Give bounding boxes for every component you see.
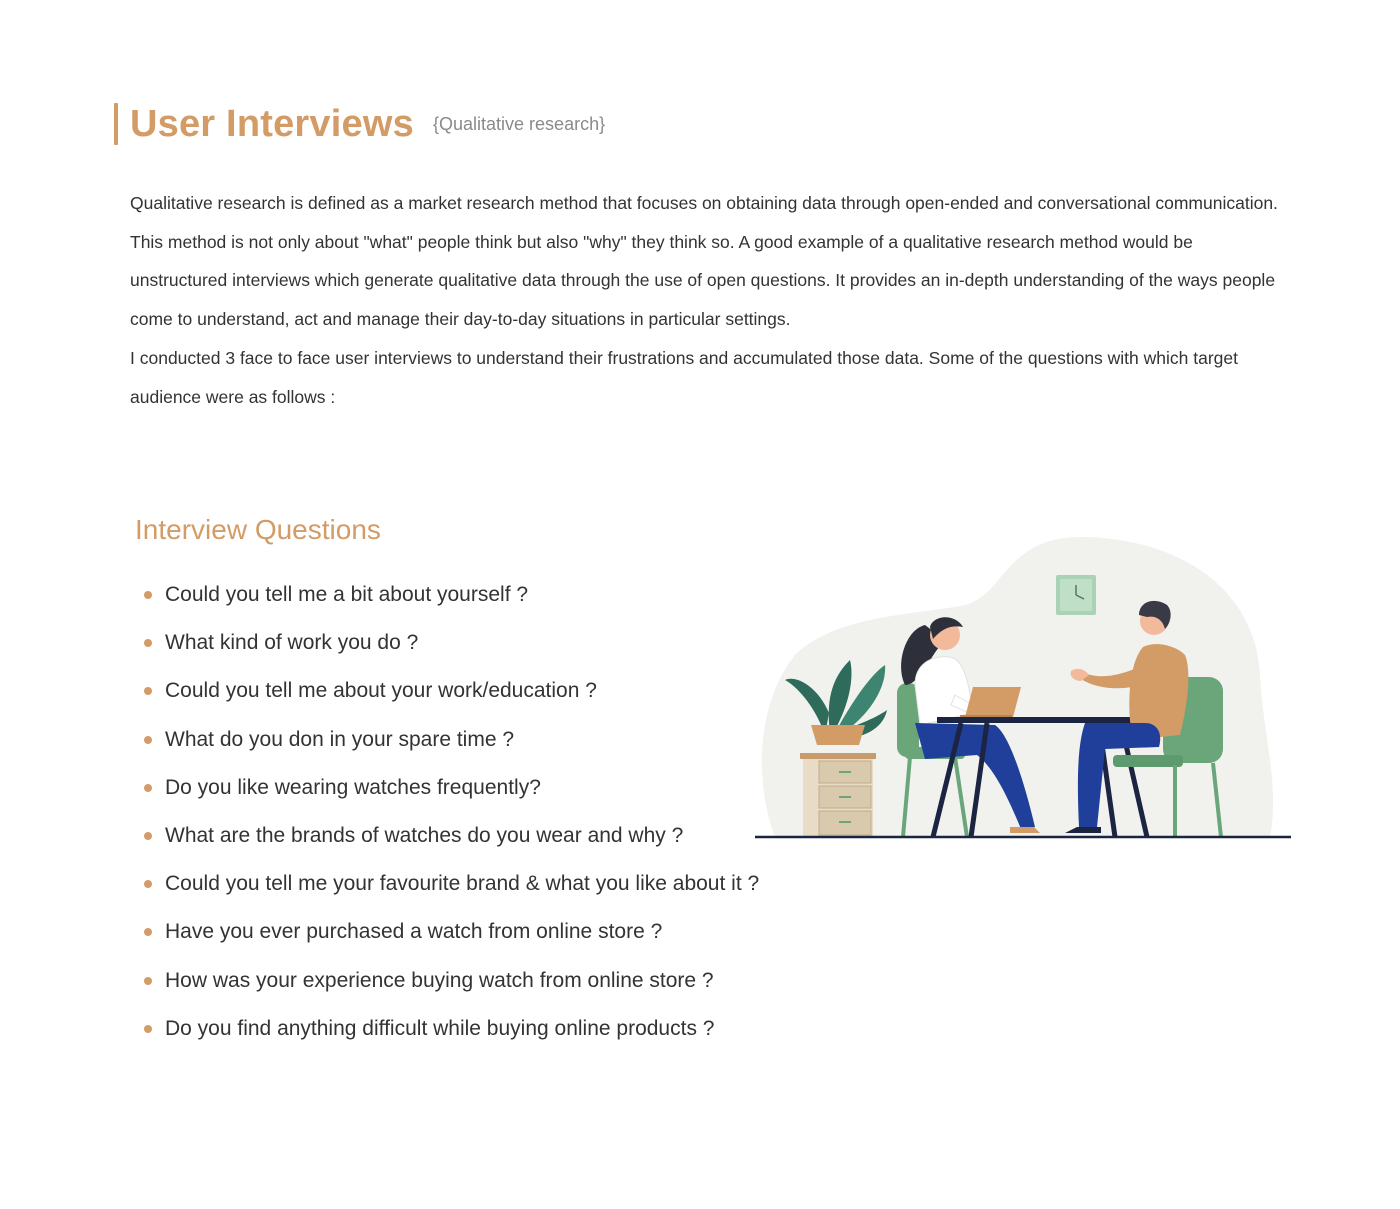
question-text: Could you tell me your favourite brand & what you like about it ?: [165, 872, 760, 896]
question-text: Do you find anything difficult while buying online products ?: [165, 1016, 715, 1040]
question-item: [144, 1011, 759, 1059]
question-text: How was your experience buying watch from online store ?: [165, 968, 714, 992]
question-item: [144, 818, 759, 866]
interview-illustration-icon: [755, 535, 1291, 841]
question-text: What are the brands of watches do you wear and why ?: [165, 823, 684, 847]
question-text: Could you tell me about your work/education ?: [165, 679, 597, 703]
question-text: Do you like wearing watches frequently?: [165, 775, 541, 799]
bullet-icon: [144, 639, 152, 647]
question-text: Have you ever purchased a watch from online store ?: [165, 920, 663, 944]
question-text: Could you tell me a bit about yourself ?: [165, 583, 529, 606]
page-title: User Interviews: [130, 103, 414, 145]
bullet-icon: [144, 880, 152, 888]
bullet-icon: [144, 591, 152, 599]
bullet-icon: [144, 832, 152, 840]
header-accent-bar: [114, 103, 118, 145]
intro-paragraph-2: I conducted 3 face to face user interviews to understand their frustrations and accumulated those data. Some of the questions with which target audience were as follows :: [130, 347, 1238, 407]
question-item: [144, 722, 759, 770]
intro-paragraph-1: Qualitative research is defined as a market research method that focuses on obtaining data through open-ended and conversational communication. This method is not only about "what" people think but also "why" they think so. A good example of a qualitative research method would be unstructured interviews which generate qualitative data through the use of open questions. It provides an in-depth understanding of the ways people come to understand, act and manage their day-to-day situations in particular settings.: [130, 193, 1278, 330]
bullet-icon: [144, 687, 152, 695]
question-item: [144, 625, 759, 673]
question-text: What kind of work you do ?: [165, 631, 419, 655]
section-title-interview-questions: Interview Questions: [135, 514, 381, 545]
question-item: [144, 963, 759, 1011]
question-item: [144, 577, 759, 625]
drawer-cabinet-icon: [800, 753, 876, 837]
question-item: [144, 770, 759, 818]
question-item: [144, 673, 759, 721]
question-item: [144, 914, 759, 962]
page-header: [114, 103, 414, 145]
bullet-icon: [144, 928, 152, 936]
bullet-icon: [144, 977, 152, 985]
clock-icon: [1056, 575, 1096, 615]
bullet-icon: [144, 736, 152, 744]
bullet-icon: [144, 784, 152, 792]
question-item: [144, 866, 759, 914]
interview-questions-list: [144, 577, 759, 1059]
intro-text: [130, 184, 1280, 416]
question-text: What do you don in your spare time ?: [165, 727, 515, 751]
bullet-icon: [144, 1025, 152, 1033]
page-subtitle: {Qualitative research}: [433, 114, 606, 134]
